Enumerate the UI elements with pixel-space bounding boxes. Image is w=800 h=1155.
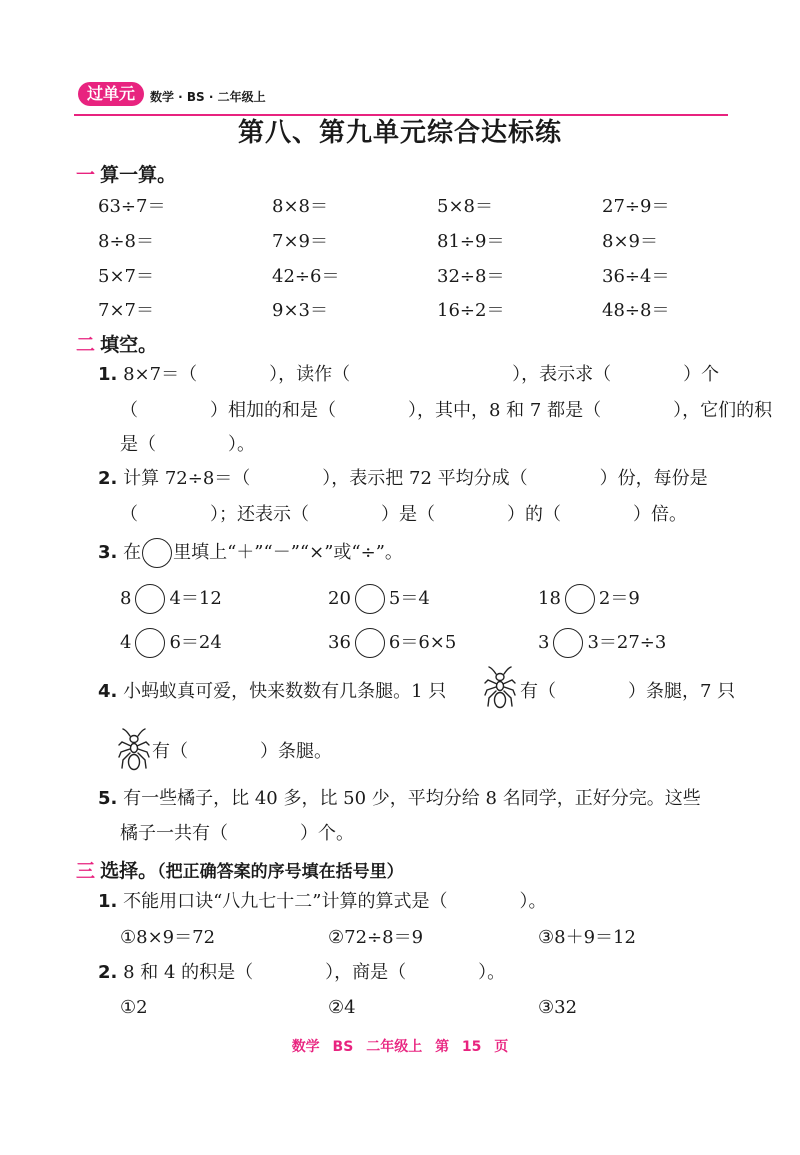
choice-q2 — [98, 955, 505, 991]
operator-item-1 — [120, 584, 222, 614]
choice-q2-text: 8 和 4 的积是（ ），商是（ ）。 — [123, 962, 506, 983]
section2-heading — [76, 330, 157, 357]
fill-q3-number: 3. — [98, 542, 118, 563]
operator-item-4-a: 4 — [120, 632, 132, 653]
fill-q1-line1 — [98, 357, 719, 393]
fill-q1-line3: 是（ ）。 — [120, 434, 255, 455]
calc-4-1: 7×7＝ — [98, 300, 154, 321]
calc-1-2: 8×8＝ — [272, 196, 328, 217]
choice-q1 — [98, 884, 547, 920]
choice-q1-option-2[interactable]: ②72÷8＝9 — [328, 927, 424, 948]
fill-q5-number: 5. — [98, 788, 118, 809]
ant-icon — [482, 666, 518, 716]
section2-title: 填空。 — [100, 334, 158, 356]
choice-q2-option-3[interactable]: ③32 — [538, 997, 578, 1018]
section3-note: （把正确答案的序号填在括号里） — [157, 862, 404, 882]
operator-item-3-a: 18 — [538, 588, 561, 609]
calc-1-3: 5×8＝ — [437, 196, 493, 217]
choice-q1-option-1[interactable]: ①8×9＝72 — [120, 927, 216, 948]
fill-q1-line2: （ ）相加的和是（ ），其中，8 和 7 都是（ ），它们的积 — [120, 400, 773, 421]
fill-q3-intro-a: 在 — [123, 542, 142, 563]
calc-3-3: 32÷8＝ — [437, 266, 505, 287]
fill-q1-number: 1. — [98, 364, 118, 385]
operator-item-6-b: 3＝27÷3 — [587, 632, 667, 653]
calc-3-1: 5×7＝ — [98, 266, 154, 287]
fill-q4-line2: 有（ ）条腿。 — [152, 741, 332, 762]
operator-item-3 — [538, 584, 640, 614]
calc-1-4: 27÷9＝ — [602, 196, 670, 217]
section1-mark: 一 — [76, 164, 96, 186]
operator-blank[interactable] — [355, 584, 385, 614]
fill-q2-text1: 计算 72÷8＝（ ），表示把 72 平均分成（ ）份，每份是 — [123, 468, 708, 489]
ant-icon — [116, 728, 152, 778]
operator-item-4-b: 6＝24 — [169, 632, 222, 653]
circle-blank-icon — [142, 538, 172, 568]
calc-2-2: 7×9＝ — [272, 231, 328, 252]
operator-item-6 — [538, 628, 666, 658]
section3-heading — [76, 856, 404, 883]
calc-3-4: 36÷4＝ — [602, 266, 670, 287]
operator-item-6-a: 3 — [538, 632, 550, 653]
fill-q4-number: 4. — [98, 681, 118, 702]
operator-item-2-b: 5＝4 — [388, 588, 430, 609]
unit-badge: 过单元 — [78, 82, 144, 106]
fill-q4-text1a: 小蚂蚁真可爱，快来数数有几条腿。1 只 — [123, 681, 447, 702]
section3-title: 选择。 — [100, 860, 158, 882]
fill-q2-number: 2. — [98, 468, 118, 489]
page-footer: 数学 BS 二年级上 第 15 页 — [291, 1039, 509, 1055]
fill-q5-line1 — [98, 781, 701, 817]
operator-item-4 — [120, 628, 222, 658]
fill-q3-intro — [98, 535, 403, 571]
fill-q5-text1: 有一些橘子，比 40 多，比 50 少，平均分给 8 名同学，正好分完。这些 — [123, 788, 701, 809]
calc-4-2: 9×3＝ — [272, 300, 328, 321]
calc-4-3: 16÷2＝ — [437, 300, 505, 321]
operator-item-3-b: 2＝9 — [598, 588, 640, 609]
operator-item-2-a: 20 — [328, 588, 351, 609]
calc-2-4: 8×9＝ — [602, 231, 658, 252]
operator-item-5-a: 36 — [328, 632, 351, 653]
calc-2-3: 81÷9＝ — [437, 231, 505, 252]
choice-q1-text: 不能用口诀“八九七十二”计算的算式是（ ）。 — [123, 891, 547, 912]
fill-q1-text1: 8×7＝（ ），读作（ ），表示求（ ）个 — [123, 364, 720, 385]
fill-q5-line2: 橘子一共有（ ）个。 — [120, 823, 354, 844]
operator-item-1-b: 4＝12 — [169, 588, 222, 609]
section1-heading — [76, 160, 176, 187]
calc-1-1: 63÷7＝ — [98, 196, 166, 217]
operator-item-2 — [328, 584, 430, 614]
fill-q3-intro-b: 里填上“＋”“－”“×”或“÷”。 — [173, 542, 403, 563]
calc-3-2: 42÷6＝ — [272, 266, 340, 287]
operator-item-1-a: 8 — [120, 588, 132, 609]
choice-q1-number: 1. — [98, 891, 118, 912]
choice-q2-option-2[interactable]: ②4 — [328, 997, 356, 1018]
operator-blank[interactable] — [135, 628, 165, 658]
section1-title: 算一算。 — [100, 164, 177, 186]
choice-q1-option-3[interactable]: ③8＋9＝12 — [538, 927, 636, 948]
operator-blank[interactable] — [565, 584, 595, 614]
calc-2-1: 8÷8＝ — [98, 231, 154, 252]
fill-q4-line1 — [98, 674, 446, 710]
section3-mark: 三 — [76, 860, 96, 882]
page-title: 第八、第九单元综合达标练 — [237, 118, 562, 148]
operator-item-5 — [328, 628, 456, 658]
subject-label: 数学 · BS · 二年级上 — [150, 90, 266, 104]
calc-4-4: 48÷8＝ — [602, 300, 670, 321]
choice-q2-option-1[interactable]: ①2 — [120, 997, 148, 1018]
operator-blank[interactable] — [553, 628, 583, 658]
operator-item-5-b: 6＝6×5 — [388, 632, 457, 653]
operator-blank[interactable] — [135, 584, 165, 614]
fill-q4-text1b: 有（ ）条腿，7 只 — [520, 681, 736, 702]
choice-q2-number: 2. — [98, 962, 118, 983]
fill-q2-line2: （ ）；还表示（ ）是（ ）的（ ）倍。 — [120, 504, 687, 525]
operator-blank[interactable] — [355, 628, 385, 658]
fill-q2-line1 — [98, 461, 708, 497]
section2-mark: 二 — [76, 334, 96, 356]
